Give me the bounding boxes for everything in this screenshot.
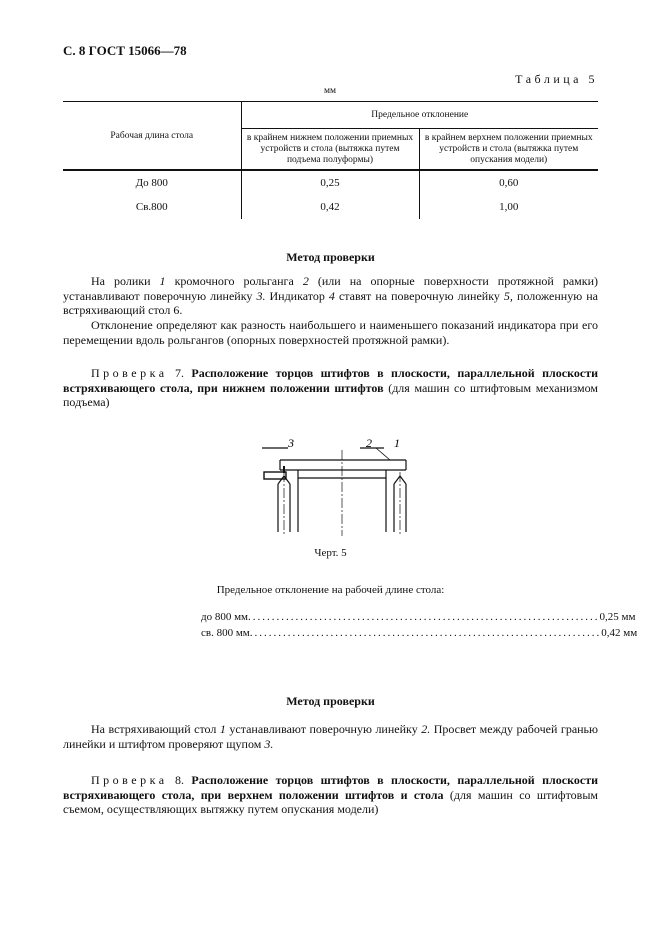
figure-5-drawing (258, 436, 410, 536)
cell-lower: 0,42 (241, 195, 419, 219)
method-paragraph-3: На встряхивающий стол 1 устанавливают поверочную линейку 2. Просвет между рабочей гранью линейки и штифтом проверяют щупом 3. (63, 722, 598, 751)
leader-dots: .......................................................................... (249, 627, 602, 639)
limit-row (201, 627, 638, 639)
method-paragraph-1: На ролики 1 кромочного рольганга 2 (или на опорные поверхности протяжной рамки) устанавливают поверочную линейку 3. Индикатор 4 ставят на поверочную линейку 5, положенную на встряхивающий стол 6. (63, 274, 598, 317)
header-working-length: Рабочая длина стола (63, 102, 241, 171)
limit-label: св. 800 мм (201, 627, 250, 639)
table-number: Таблица 5 (515, 72, 598, 86)
cell-length: До 800 (63, 170, 241, 195)
limit-row (201, 611, 636, 623)
callout-2: 2 (366, 436, 372, 450)
callout-3: 3 (288, 436, 294, 450)
limit-value: 0,25 мм (599, 611, 636, 623)
leader-dots: .......................................................................... (248, 611, 600, 623)
table-row (63, 195, 598, 219)
cell-upper: 0,60 (419, 170, 598, 195)
header-upper-position: в крайнем верхнем положении приемных устройств и стола (вытяжка путем опускания модели) (419, 129, 598, 171)
table-header-row (63, 102, 598, 129)
header-deviation-group: Предельное отклонение (241, 102, 598, 129)
method-title-1: Метод проверки (286, 250, 375, 264)
callout-1: 1 (394, 436, 400, 450)
method-title-2: Метод проверки (286, 694, 375, 708)
cell-length: Св.800 (135, 201, 168, 213)
page-header: С. 8 ГОСТ 15066—78 (63, 43, 187, 58)
limit-title: Предельное отклонение на рабочей длине стола: (216, 584, 445, 596)
cell-upper: 1,00 (419, 195, 598, 219)
cell-lower: 0,25 (241, 170, 419, 195)
method-paragraph-2: Отклонение определяют как разность наибольшего и наименьшего показаний индикатора при его перемещении вдоль рольгангов (опорных поверхностей протяжной рамки). (63, 318, 598, 347)
tolerance-table (63, 101, 598, 219)
table-row (63, 170, 598, 195)
figure-caption: Черт. 5 (314, 547, 347, 559)
limit-label: до 800 мм (201, 611, 249, 623)
check-8-paragraph: Проверка 8. Расположение торцов штифтов в плоскости, параллельной плоскости встряхивающего стола, при верхнем положении штифтов и стола (для машин со штифтовым съемом, осуществляющих вытяжку путем опускания модели) (63, 773, 598, 816)
header-lower-position: в крайнем нижнем положении приемных устройств и стола (вытяжка путем подъема полуформы) (241, 129, 419, 171)
table-unit: мм (324, 86, 337, 96)
limit-value: 0,42 мм (601, 627, 638, 639)
check-7-paragraph: Проверка 7. Расположение торцов штифтов в плоскости, параллельной плоскости встряхивающего стола, при нижнем положении штифтов (для машин со штифтовым механизмом подъема) (63, 366, 599, 409)
